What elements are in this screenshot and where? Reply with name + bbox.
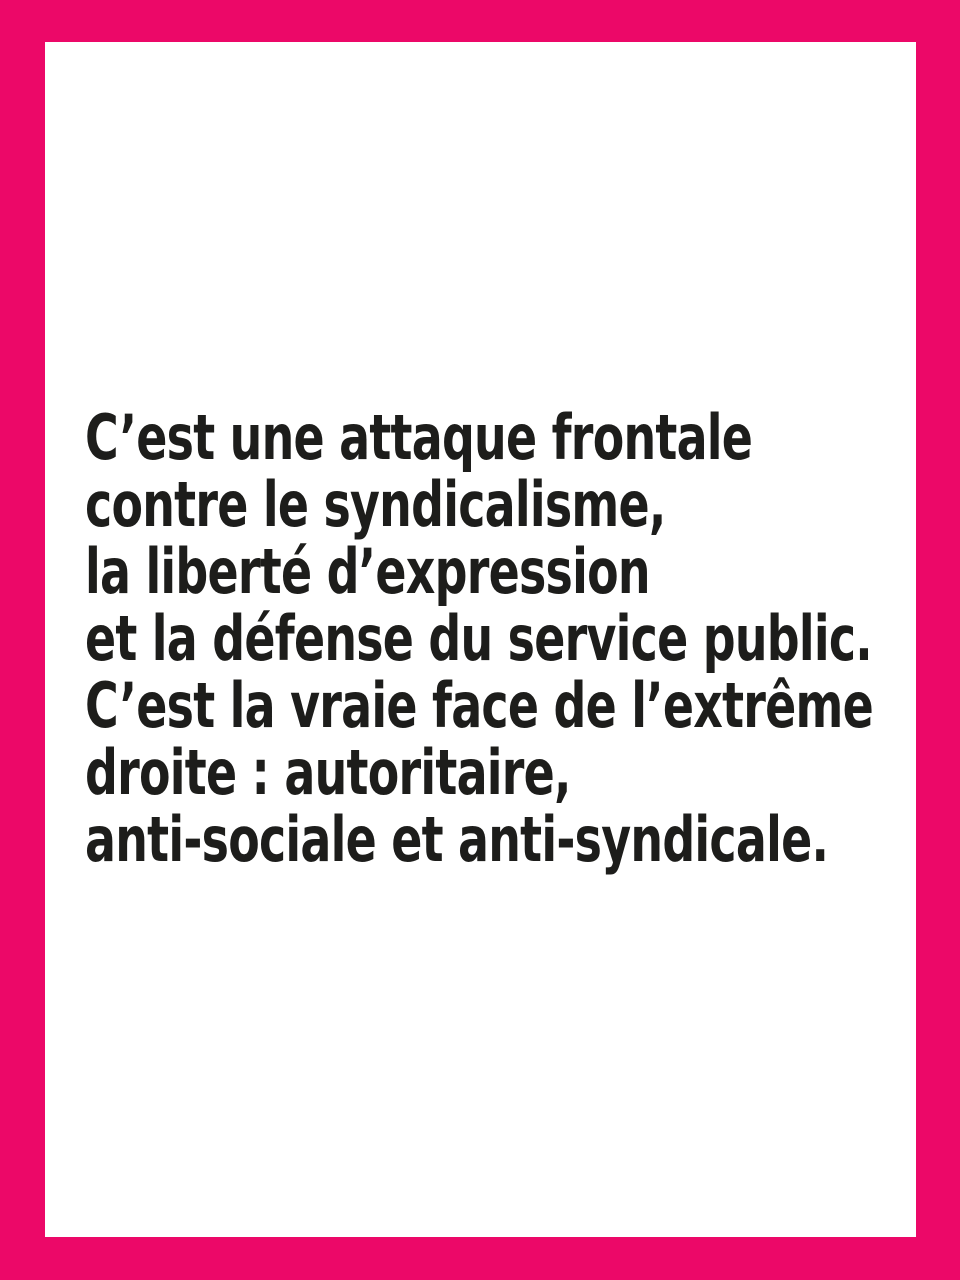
poster-line-2: contre le syndicalisme, (85, 468, 666, 541)
poster-line-5: C’est la vraie face de l’extrême (85, 669, 874, 742)
poster-line-4: et la défense du service public. (85, 602, 872, 675)
poster-line-3: la liberté d’expression (85, 535, 650, 608)
poster-line-1: C’est une attaque frontale (85, 401, 753, 474)
poster-line-7: anti-sociale et anti-syndicale. (85, 803, 829, 876)
poster-background (45, 42, 916, 1237)
poster-line-6: droite : autoritaire, (85, 736, 571, 809)
poster-text-block (85, 401, 874, 876)
